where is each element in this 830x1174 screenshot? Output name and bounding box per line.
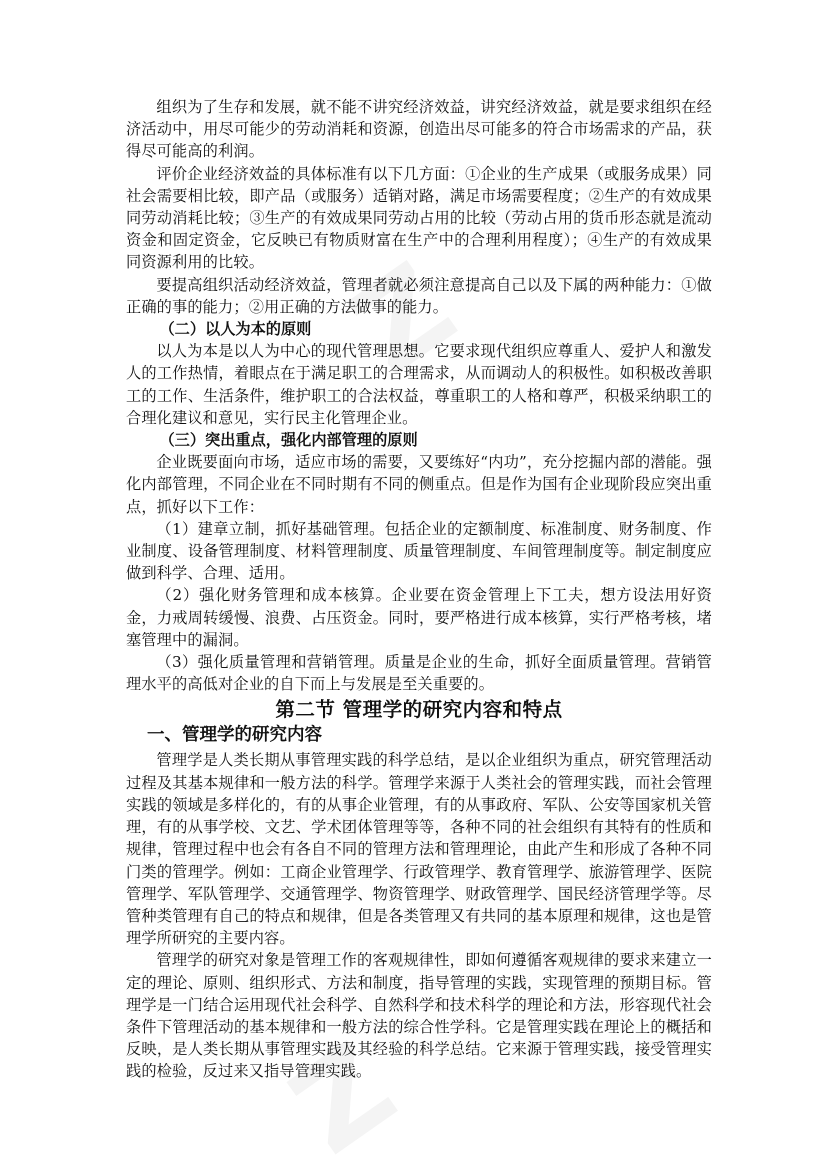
paragraph-internal-management: 企业既要面向市场，适应市场的需要，又要练好“内功”，充分挖掘内部的潜能。强化内部管理，不同企业在不同时期有不同的侧重点。但是作为国有企业现阶段应突出重点，抓好以下工作： — [126, 453, 712, 516]
paragraph-item-3: （3）强化质量管理和营销管理。质量是企业的生命，抓好全面质量管理。营销管理水平的高低对企业的自下而上与发展是至关重要的。 — [126, 653, 713, 694]
paragraph-item-1: （1）建章立制，抓好基础管理。包括企业的定额制度、标准制度、财务制度、作业制度、设备管理制度、材料管理制度、质量管理制度、车间管理制度等。制定制度应做到科学、合理、适用。 — [126, 519, 713, 583]
paragraph-item-2: （2）强化财务管理和成本核算。企业要在资金管理上下工夫，想方设法用好资金，力戒周转缓慢、浪费、占压资金。同时，要严格进行成本核算，实行严格考核，堵塞管理中的漏洞。 — [126, 586, 712, 649]
heading-people-oriented: （二）以人为本的原则 — [159, 320, 312, 339]
paragraph-evaluation-criteria: 评价企业经济效益的具体标准有以下几方面：①企业的生产成果（或服务成果）同社会需要相比较，即产品（或服务）适销对路，满足市场需要程度；②生产的有效成果同劳动消耗比较；③生产的有效成果同劳动占用的比较（劳动占用的货币形态就是流动资金和固定资金，它反映已有物质财富在生产中的合理利用程度）；④生产的有效成果同资源利用的比较。 — [126, 164, 712, 272]
heading-internal-management: （三）突出重点，强化内部管理的原则 — [159, 431, 418, 450]
document-body — [126, 96, 712, 1083]
subsection-title: 一、管理学的研究内容 — [147, 725, 322, 746]
paragraph-research-object: 管理学的研究对象是管理工作的客观规律性，即如何遵循客观规律的要求来建立一定的理论、原则、组织形式、方法和制度，指导管理的实践，实现管理的预期目标。管理学是一门结合运用现代社会科学、自然科学和技术科学的理论和方法，形容现代社会条件下管理活动的基本规律和一般方法的综合性学科。它是管理实践在理论上的概括和反映，是人类长期从事管理实践及其经验的科学总结。它来源于管理实践，接受管理实践的检验，反过来又指导管理实践。 — [126, 951, 712, 1081]
paragraph-people-oriented: 以人为本是以人为中心的现代管理思想。它要求现代组织应尊重人、爱护人和激发人的工作热情，着眼点在于满足职工的合理需求，从而调动人的积极性。如积极改善职工的工作、生活条件，维护职工的合法权益，尊重职工的人格和尊严，积极采纳职工的合理化建议和意见，实行民主化管理企业。 — [126, 342, 712, 427]
paragraph-research-content: 管理学是人类长期从事管理实践的科学总结，是以企业组织为重点，研究管理活动过程及其基本规律和一般方法的科学。管理学来源于人类社会的管理实践，而社会管理实践的领域是多样化的，有的从事企业管理，有的从事政府、军队、公安等国家机关管理，有的从事学校、文艺、学术团体管理等等，各种不同的社会组织有其特有的性质和规律，管理过程中也会有各自不同的管理方法和管理理论，由此产生和形成了各种不同门类的管理学。例如：工商企业管理学、行政管理学、教育管理学、旅游管理学、医院管理学、军队管理学、交通管理学、物资管理学、财政管理学、国民经济管理学等。尽管种类管理有自己的特点和规律，但是各类管理又有共同的基本原理和规律，这也是管理学所研究的主要内容。 — [126, 751, 712, 948]
paragraph-two-abilities: 要提高组织活动经济效益，管理者就必须注意提高自己以及下属的两种能力：①做正确的事的能力；②用正确的方法做事的能力。 — [126, 275, 712, 316]
section-title: 第二节 管理学的研究内容和特点 — [275, 698, 563, 722]
paragraph-economic-benefit: 组织为了生存和发展，就不能不讲究经济效益，讲究经济效益，就是要求组织在经济活动中，用尽可能少的劳动消耗和资源，创造出尽可能多的符合市场需求的产品，获得尽可能高的利润。 — [126, 98, 712, 161]
